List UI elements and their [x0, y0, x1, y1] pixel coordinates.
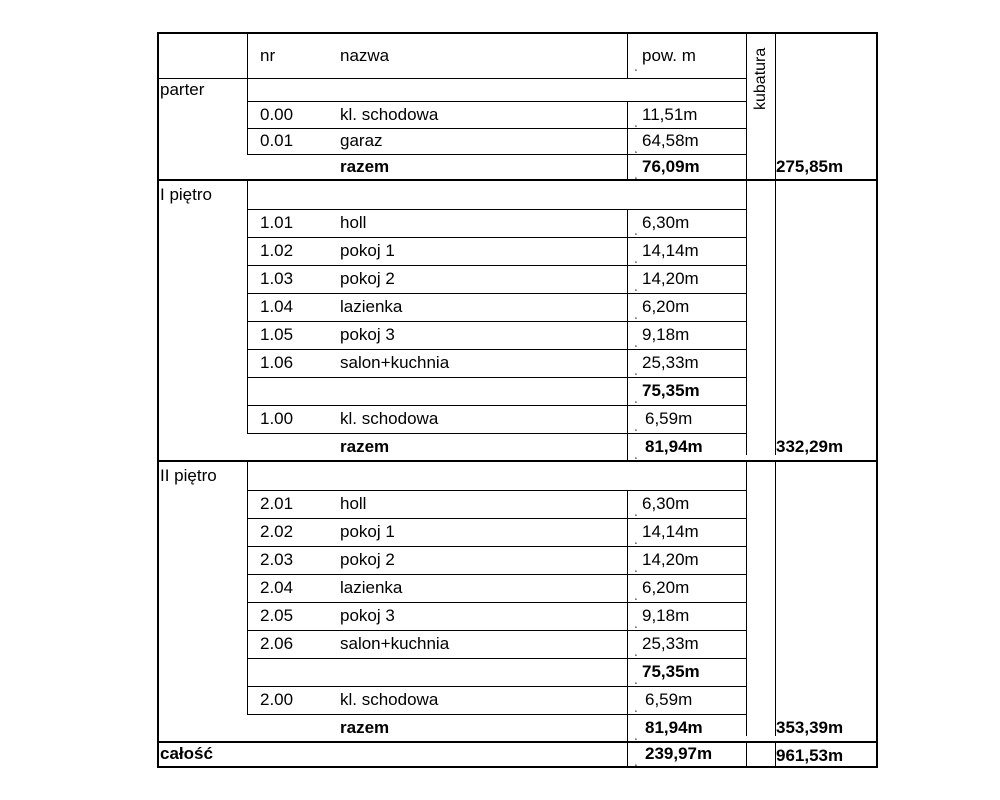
- horizontal-rule: [247, 237, 747, 238]
- tick-mark: ˛: [635, 421, 638, 431]
- horizontal-rule: [247, 405, 747, 406]
- room-name: kl. schodowa: [340, 409, 439, 428]
- horizontal-rule: [247, 602, 747, 603]
- room-name: pokoj 2: [340, 269, 395, 288]
- area-value: 14,20m: [642, 550, 699, 569]
- area-value: 9,18m: [642, 606, 690, 625]
- room-nr: 2.01: [260, 494, 294, 513]
- header-pow: pow. m: [642, 46, 696, 65]
- horizontal-rule: [247, 433, 747, 434]
- area-value: 64,58m: [642, 131, 699, 150]
- tick-mark: ˛: [635, 590, 638, 600]
- room-name: salon+kuchnia: [340, 353, 450, 372]
- header-nr: nr: [260, 46, 276, 65]
- room-nr: 1.03: [260, 269, 294, 288]
- tick-mark: ˛: [635, 393, 638, 403]
- tick-mark: ˛: [635, 253, 638, 263]
- vertical-rule: [746, 179, 747, 455]
- horizontal-rule: [247, 209, 747, 210]
- floor-label: parter: [160, 80, 205, 99]
- area-value: 6,20m: [642, 578, 690, 597]
- area-value: 239,97m: [645, 743, 713, 763]
- area-value: 14,14m: [642, 522, 699, 541]
- horizontal-rule: [247, 293, 747, 294]
- area-value: 76,09m: [642, 156, 700, 176]
- vertical-rule: [247, 490, 248, 715]
- horizontal-rule: [157, 78, 747, 79]
- vertical-rule: [876, 32, 878, 768]
- vertical-rule: [627, 101, 628, 180]
- vertical-rule: [247, 209, 248, 434]
- tick-mark: ˛: [635, 534, 638, 544]
- room-nr: 2.04: [260, 578, 294, 597]
- room-nr: 2.03: [260, 550, 294, 569]
- horizontal-rule: [247, 546, 747, 547]
- room-nr: 2.05: [260, 606, 294, 625]
- horizontal-rule: [247, 518, 747, 519]
- room-nr: 1.00: [260, 409, 294, 428]
- area-value: 6,59m: [645, 409, 693, 428]
- vertical-rule: [627, 209, 628, 461]
- room-nr: 1.06: [260, 353, 294, 372]
- vertical-rule: [746, 460, 747, 736]
- tick-mark: ˛: [635, 61, 638, 71]
- vertical-rule: [746, 741, 747, 767]
- horizontal-rule: [247, 377, 747, 378]
- vertical-rule: [627, 32, 628, 79]
- area-value: 14,20m: [642, 269, 699, 288]
- room-name: pokoj 1: [340, 522, 395, 541]
- vertical-rule: [627, 741, 628, 767]
- tick-mark: ˛: [635, 168, 638, 179]
- vertical-rule: [247, 460, 248, 491]
- tick-mark: ˛: [635, 729, 638, 740]
- room-name: pokoj 2: [340, 550, 395, 569]
- horizontal-rule: [157, 766, 877, 768]
- vertical-rule: [746, 32, 747, 102]
- kubatura-value: 275,85m: [776, 157, 844, 176]
- tick-mark: ˛: [635, 702, 638, 712]
- horizontal-rule: [157, 32, 877, 34]
- tick-mark: ˛: [635, 618, 638, 628]
- floor-label: I piętro: [160, 185, 212, 204]
- horizontal-rule: [247, 490, 747, 491]
- tick-mark: ˛: [635, 755, 638, 766]
- room-nr: 2.06: [260, 634, 294, 653]
- room-name: holl: [340, 213, 367, 232]
- horizontal-rule: [247, 349, 747, 350]
- room-nr: 0.01: [260, 131, 294, 150]
- tick-mark: ˛: [635, 281, 638, 291]
- room-nr: 1.04: [260, 297, 294, 316]
- tick-mark: ˛: [635, 365, 638, 375]
- horizontal-rule: [157, 179, 877, 181]
- area-value: 6,30m: [642, 494, 690, 513]
- vertical-rule: [627, 490, 628, 742]
- header-nazwa: nazwa: [340, 46, 390, 65]
- area-value: 6,30m: [642, 213, 690, 232]
- area-value: 75,35m: [642, 381, 700, 400]
- area-value: 81,94m: [645, 436, 703, 456]
- room-nr: 2.02: [260, 522, 294, 541]
- vertical-rule: [746, 101, 747, 180]
- horizontal-rule: [247, 658, 747, 659]
- room-name: pokoj 1: [340, 241, 395, 260]
- area-value: 75,35m: [642, 662, 700, 681]
- area-value: 9,18m: [642, 325, 690, 344]
- room-name: garaz: [340, 131, 383, 150]
- room-nr: 1.05: [260, 325, 294, 344]
- tick-mark: ˛: [635, 646, 638, 656]
- tick-mark: ˛: [635, 448, 638, 459]
- room-name: lazienka: [340, 578, 403, 597]
- kubatura-value: 332,29m: [776, 436, 844, 456]
- area-value: 25,33m: [642, 634, 699, 653]
- area-value: 81,94m: [645, 717, 703, 737]
- horizontal-rule: [247, 154, 747, 155]
- room-nr: 0.00: [260, 104, 294, 124]
- floor-label: II piętro: [160, 466, 217, 485]
- horizontal-rule: [247, 630, 747, 631]
- total-label: całość: [160, 744, 213, 763]
- horizontal-rule: [247, 321, 747, 322]
- tick-mark: ˛: [635, 506, 638, 516]
- horizontal-rule: [247, 265, 747, 266]
- room-name: pokoj 3: [340, 606, 395, 625]
- vertical-rule: [775, 460, 776, 736]
- kubatura-value: 353,39m: [776, 717, 844, 737]
- area-value: 6,59m: [645, 690, 693, 709]
- room-name: pokoj 3: [340, 325, 395, 344]
- room-name: salon+kuchnia: [340, 634, 450, 653]
- room-name: holl: [340, 494, 367, 513]
- tick-mark: ˛: [635, 143, 638, 153]
- header-kubatura: kubatura: [752, 47, 769, 110]
- room-nr: 2.00: [260, 690, 294, 709]
- total-kubatura: 961,53m: [776, 746, 844, 765]
- room-nr: 1.01: [260, 213, 294, 232]
- horizontal-rule: [247, 574, 747, 575]
- razem-label: razem: [340, 436, 390, 456]
- room-nr: 1.02: [260, 241, 294, 260]
- tick-mark: ˛: [635, 309, 638, 319]
- tick-mark: ˛: [635, 225, 638, 235]
- vertical-rule: [775, 741, 776, 767]
- horizontal-rule: [247, 686, 747, 687]
- razem-label: razem: [340, 157, 390, 176]
- tick-mark: ˛: [635, 674, 638, 684]
- area-value: 14,14m: [642, 241, 699, 260]
- tick-mark: ˛: [635, 116, 638, 127]
- tick-mark: ˛: [635, 562, 638, 572]
- vertical-rule: [775, 179, 776, 455]
- room-name: lazienka: [340, 297, 403, 316]
- horizontal-rule: [247, 714, 747, 715]
- area-value: 6,20m: [642, 297, 690, 316]
- room-name: kl. schodowa: [340, 690, 439, 709]
- area-value: 11,51m: [642, 104, 698, 124]
- horizontal-rule: [247, 128, 747, 129]
- vertical-rule: [157, 32, 159, 768]
- tick-mark: ˛: [635, 337, 638, 347]
- area-value: 25,33m: [642, 353, 699, 372]
- room-name: kl. schodowa: [340, 104, 439, 124]
- razem-label: razem: [340, 717, 390, 737]
- vertical-rule: [247, 32, 248, 155]
- horizontal-rule: [157, 460, 877, 462]
- horizontal-rule: [247, 101, 747, 102]
- vertical-rule: [247, 179, 248, 210]
- horizontal-rule: [157, 741, 877, 743]
